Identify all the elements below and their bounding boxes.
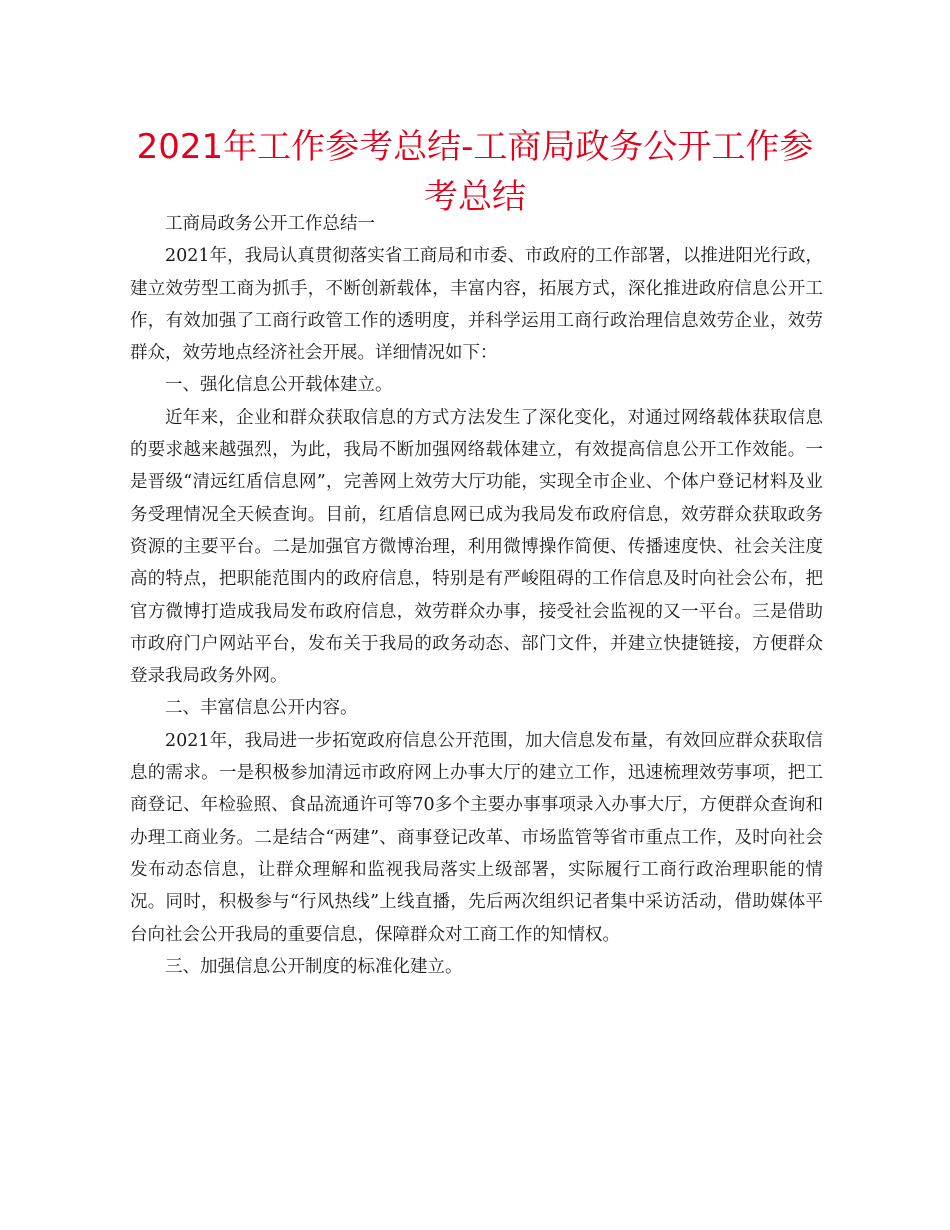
document-body [130, 208, 823, 983]
paragraph-intro: 2021年，我局认真贯彻落实省工商局和市委、市政府的工作部署，以推进阳光行政，建立效劳型工商为抓手，不断创新载体，丰富内容，拓展方式，深化推进政府信息公开工作，有效加强了工商行政管工作的透明度，并科学运用工商行政治理信息效劳企业，效劳群众，效劳地点经济社会开展。详细情况如下： [130, 246, 823, 364]
document-title: 2021年工作参考总结-工商局政务公开工作参考总结 [136, 127, 814, 217]
section-heading-3: 三、加强信息公开制度的标准化建立。 [165, 956, 463, 977]
section-heading-1: 一、强化信息公开载体建立。 [165, 375, 393, 396]
section-heading-2: 二、丰富信息公开内容。 [165, 698, 358, 719]
paragraph-section-1: 近年来，企业和群众获取信息的方式方法发生了深化变化，对通过网络载体获取信息的要求越来越强烈，为此，我局不断加强网络载体建立，有效提高信息公开工作效能。一是晋级“清远红盾信息网”，完善网上效劳大厅功能，实现全市企业、个体户登记材料及业务受理情况全天候查询。目前，红盾信息网已成为我局发布政府信息，效劳群众获取政务资源的主要平台。二是加强官方微博治理，利用微博操作简便、传播速度快、社会关注度高的特点，把职能范围内的政府信息，特别是有严峻阻碍的工作信息及时向社会公布，把官方微博打造成我局发布政府信息，效劳群众办事，接受社会监视的又一平台。三是借助市政府门户网站平台，发布关于我局的政务动态、部门文件，并建立快捷链接，方便群众登录我局政务外网。 [130, 407, 823, 687]
paragraph-section-2: 2021年，我局进一步拓宽政府信息公开范围，加大信息发布量，有效回应群众获取信息的需求。一是积极参加清远市政府网上办事大厅的建立工作，迅速梳理效劳事项，把工商登记、年检验照、食品流通许可等70多个主要办事事项录入办事大厅，方便群众查询和办理工商业务。二是结合“两建”、商事登记改革、市场监管等省市重点工作，及时向社会发布动态信息，让群众理解和监视我局落实上级部署，实际履行工商行政治理职能的情况。同时，积极参与“行风热线”上线直播，先后两次组织记者集中采访活动，借助媒体平台向社会公开我局的重要信息，保障群众对工商工作的知情权。 [130, 730, 823, 945]
paragraph-subtitle: 工商局政务公开工作总结一 [165, 214, 375, 234]
